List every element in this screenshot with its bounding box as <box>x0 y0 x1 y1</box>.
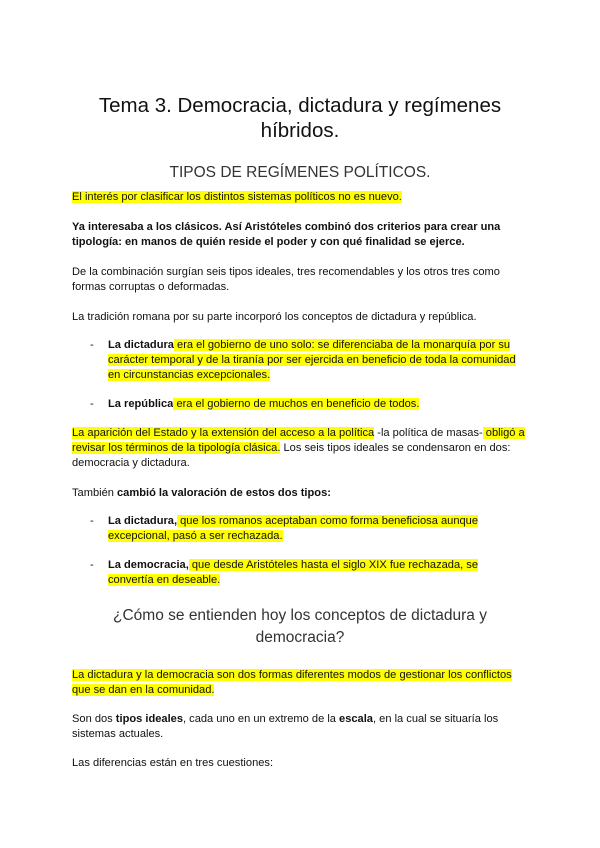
plain-text: , en la cual se situaría los <box>372 713 499 725</box>
highlighted-line-2: carácter temporal y de la tiranía por ser ejercida en beneficio de toda la comunidad <box>108 354 516 366</box>
bold-line-1: Ya interesaba a los clásicos. Así Aristóteles combinó dos criterios para crear una <box>72 221 501 233</box>
highlighted-definition: era el gobierno de muchos en beneficio de todos. <box>173 398 420 410</box>
highlighted-definition: era el gobierno de uno solo: se diferenciaba de la monarquía por su <box>173 339 511 351</box>
paragraph-intro <box>72 190 528 205</box>
highlighted-line-2: excepcional, pasó a ser rechazada. <box>108 530 283 542</box>
text-line-1: De la combinación surgían seis tipos ideales, tres recomendables y los otros tres como <box>72 266 500 278</box>
plain-text: Los seis tipos ideales se condensaron en dos: <box>280 442 511 454</box>
highlighted-line-2: convertía en deseable. <box>108 574 221 586</box>
term-bold: La dictadura, <box>108 515 178 527</box>
term-bold: La dictadura <box>108 339 174 351</box>
highlighted-text: La aparición del Estado y la extensión del acceso a la política <box>72 427 375 439</box>
plain-text: También <box>72 487 118 499</box>
section-heading-hoy <box>72 605 528 649</box>
paragraph-formas-gestion <box>72 668 528 698</box>
list-dash: - <box>90 515 94 527</box>
document-title <box>72 93 528 143</box>
term-bold: La república <box>108 398 174 410</box>
text-line-2: formas corruptas o deformadas. <box>72 281 230 293</box>
plain-text: sistemas actuales. <box>72 728 164 740</box>
plain-text: democracia y dictadura. <box>72 457 190 469</box>
list-dash: - <box>90 339 94 351</box>
paragraph-valoracion <box>72 486 528 501</box>
heading-line-2: democracia? <box>255 629 345 646</box>
bold-text: escala <box>339 713 373 725</box>
paragraph-seis-tipos <box>72 265 528 295</box>
paragraph-estado <box>72 426 528 471</box>
highlighted-text: El interés por clasificar los distintos sistemas políticos no es nuevo. <box>72 191 402 203</box>
list-dash: - <box>90 559 94 571</box>
paragraph-aristoteles <box>72 220 528 250</box>
bold-text: cambió la valoración de estos dos tipos: <box>117 487 331 499</box>
highlighted-line-3: en circunstancias excepcionales. <box>108 369 271 381</box>
highlighted-definition: que los romanos aceptaban como forma beneficiosa aunque <box>177 515 479 527</box>
highlighted-text: revisar los términos de la tipología clásica. <box>72 442 281 454</box>
title-line-2: híbridos. <box>260 119 340 142</box>
paragraph-tradicion-romana: La tradición romana por su parte incorporó los conceptos de dictadura y república. <box>72 311 477 323</box>
highlighted-text: obligó a <box>482 427 525 439</box>
plain-text: -la política de masas- <box>374 427 483 439</box>
heading-line-1: ¿Cómo se entienden hoy los conceptos de dictadura y <box>113 607 487 624</box>
bold-text: tipos ideales <box>115 713 183 725</box>
plain-text: , cada uno en un extremo de la <box>183 713 340 725</box>
highlighted-definition: que desde Aristóteles hasta el siglo XIX fue rechazada, se <box>188 559 479 571</box>
title-line-1: Tema 3. Democracia, dictadura y regímenes <box>98 94 502 117</box>
highlighted-line-1: La dictadura y la democracia son dos formas diferentes modos de gestionar los conflictos <box>72 669 512 681</box>
plain-text: Son dos <box>72 713 116 725</box>
bold-line-2: tipología: en manos de quién reside el poder y con qué finalidad se ejerce. <box>72 236 465 248</box>
term-bold: La democracia, <box>108 559 189 571</box>
section-heading-tipos: TIPOS DE REGÍMENES POLÍTICOS. <box>169 164 431 181</box>
list-dash: - <box>90 398 94 410</box>
paragraph-tipos-ideales <box>72 712 528 742</box>
highlighted-line-2: que se dan en la comunidad. <box>72 684 215 696</box>
paragraph-diferencias: Las diferencias están en tres cuestiones: <box>72 757 274 769</box>
